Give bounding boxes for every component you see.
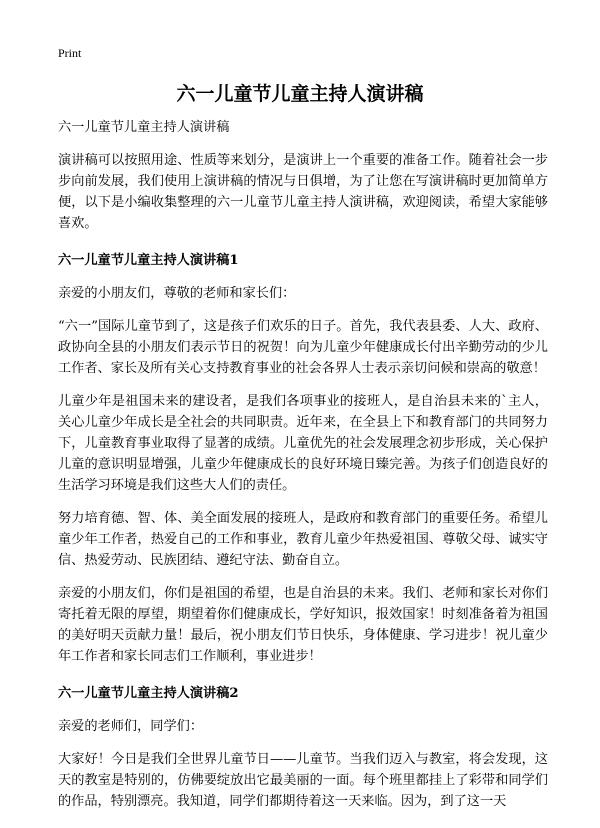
section-1-paragraph-3: 努力培育德、智、体、美全面发展的接班人，是政府和教育部门的重要任务。希望儿童少年工作者，热爱自己的工作和事业，教育儿童少年热爱祖国、尊敬父母、诚实守信、热爱劳动、民族团结、遵纪守法、勤奋自立。: [58, 511, 548, 568]
section-1-heading: 六一儿童节儿童主持人演讲稿1: [58, 253, 239, 268]
article-body: [58, 117, 548, 824]
print-link[interactable]: Print: [58, 46, 82, 60]
section-1-paragraph-4: 亲爱的小朋友们，你们是祖国的希望，也是自治县的未来。我们、老师和家长对你们寄托着无限的厚望，期望着你们健康成长，学好知识，报效国家！时刻准备着为祖国的美好明天贡献力量！最后，祝小朋友们节日快乐，身体健康、学习进步！祝儿童少年工作者和家长同志们工作顺利，事业进步！: [58, 586, 548, 664]
section-2-greeting: 亲爱的老师们，同学们：: [58, 719, 204, 734]
section-2-heading: 六一儿童节儿童主持人演讲稿2: [58, 686, 239, 701]
intro-paragraph: 演讲稿可以按照用途、性质等来划分，是演讲上一个重要的准备工作。随着社会一步步向前发展，我们使用上演讲稿的情况与日俱增，为了让您在写演讲稿时更加简单方便，以下是小编收集整理的六一儿童节儿童主持人演讲稿，欢迎阅读，希望大家能够喜欢。: [58, 153, 548, 231]
article-subtitle: 六一儿童节儿童主持人演讲稿: [58, 120, 230, 135]
section-1-paragraph-1: “六一”国际儿童节到了，这是孩子们欢乐的日子。首先，我代表县委、人大、政府、政协向全县的小朋友们表示节日的祝贺！向为儿童少年健康成长付出辛勤劳动的少儿工作者、家长及所有关心支持教育事业的社会各界人士表示亲切问候和崇高的敬意！: [58, 319, 548, 376]
section-2-paragraph-1: 大家好！今日是我们全世界儿童节日——儿童节。当我们迈入与教室，将会发现，这天的教室是特别的，仿佛要绽放出它最美丽的一面。每个班里都挂上了彩带和同学们的作品，特别漂亮。我知道，同学们都期待着这一天来临。因为，到了这一天: [58, 752, 548, 809]
section-1-greeting: 亲爱的小朋友们，尊敬的老师和家长们：: [58, 286, 296, 301]
page-title: 六一儿童节儿童主持人演讲稿: [176, 83, 424, 105]
section-1-paragraph-2: 儿童少年是祖国未来的建设者，是我们各项事业的接班人，是自治县未来的`主人，关心儿童少年成长是全社会的共同职责。近年来，在全县上下和教育部门的共同努力下，儿童教育事业取得了显著的成绩。儿童优先的社会发展理念初步形成，关心保护儿童的意识明显增强，儿童少年健康成长的良好环境日臻完善。为孩子们创造良好的生活学习环境是我们这些大人们的责任。: [58, 394, 548, 493]
